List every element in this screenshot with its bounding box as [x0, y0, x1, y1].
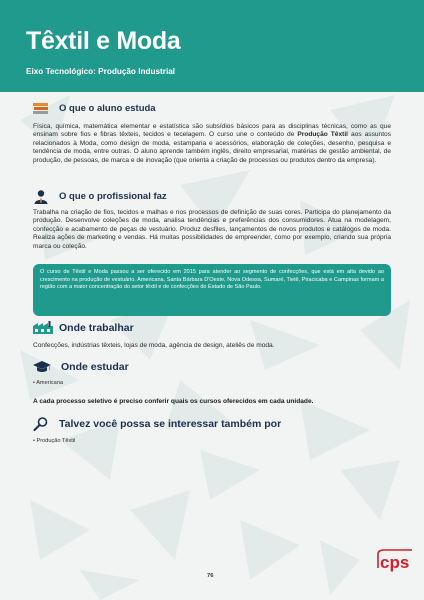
highlight-text: O curso de Têxtil e Moda passou a ser oferecido em 2015 para atender ao segmento de confecções, que está em alta devido ao crescimento na produção de vestuário. Americana, Santa Bárbara D'Oeste, Nova Odessa, Sumaré, Tietê, Piracicaba e Campinas formam a região com a maior concentração do setor têxtil e de confecções do Estado de São Paulo. [40, 269, 384, 291]
section-header-interessar [33, 417, 281, 430]
list-item-estudar: • Americana [33, 380, 63, 386]
page-subtitle: Eixo Tecnológico: Produção Industrial [26, 67, 176, 76]
page-title: Têxtil e Moda [26, 27, 181, 55]
header-banner [0, 0, 424, 92]
page-number: 76 [207, 573, 214, 579]
list-item-interessar: • Produção Têxtil [33, 438, 76, 444]
section-text-aluno: Física, química, matemática elementar e estatística são subsídios básicos para as disciplinas técnicas, como as que ensinam sobre fios e fibras têxteis, tecidos e tecelagem. O curso une o conteúdo de Produção Têxtil aos assuntos relacionados à Moda, como design de moda, estamparia e acessórios, elaboração de coleções, desenho, pesquisa e tendência de moda, entre outras. O aluno aprende também inglês, direito empresarial, matérias de gestão ambiental, de produção, de pessoas, de marca e de inovação (que orienta a criação de processos ou produtos dentro da empresa). [33, 123, 391, 164]
section-title-aluno: O que o aluno estuda [59, 103, 156, 114]
section-title-estudar: Onde estudar [61, 360, 129, 373]
cps-logo [376, 548, 414, 574]
section-title-profissional: O que o profissional faz [59, 191, 167, 202]
section-text-profissional: Trabalha na criação de fios, tecidos e malhas e nos processos de definição de suas cores. Participa do planejamento da produção. Desenvolve coleções de moda, analisa tendências e preferências dos consumidores. Atua na modelagem, confecção e acabamento de peças de vestuário. Produz desfiles, lançamentos de novos produtos e catálogos de moda. Realiza ações de marketing e vendas. Há muitas possibilidades de empreender, como por exemplo, criando sua própria marca ou coleção. [33, 209, 391, 250]
svg-text:cps: cps [380, 553, 410, 572]
section-note-estudar: A cada processo seletivo é preciso conferir quais os cursos oferecidos em cada unidade. [33, 398, 314, 405]
section-header-profissional [33, 190, 167, 203]
factory-icon [33, 321, 53, 334]
section-header-aluno [33, 102, 156, 115]
section-header-trabalhar [33, 321, 134, 334]
graduation-cap-icon [33, 360, 51, 373]
section-title-interessar: Talvez você possa se interessar também por [59, 417, 282, 430]
section-title-trabalhar: Onde trabalhar [59, 321, 134, 334]
section-header-estudar [33, 360, 129, 373]
books-icon [33, 102, 49, 115]
person-icon [33, 190, 49, 203]
section-text-trabalhar: Confecções, indústrias têxteis, lojas de moda, agência de design, ateliês de moda. [33, 342, 275, 349]
highlight-box [33, 264, 391, 316]
magnifier-icon [33, 417, 49, 430]
